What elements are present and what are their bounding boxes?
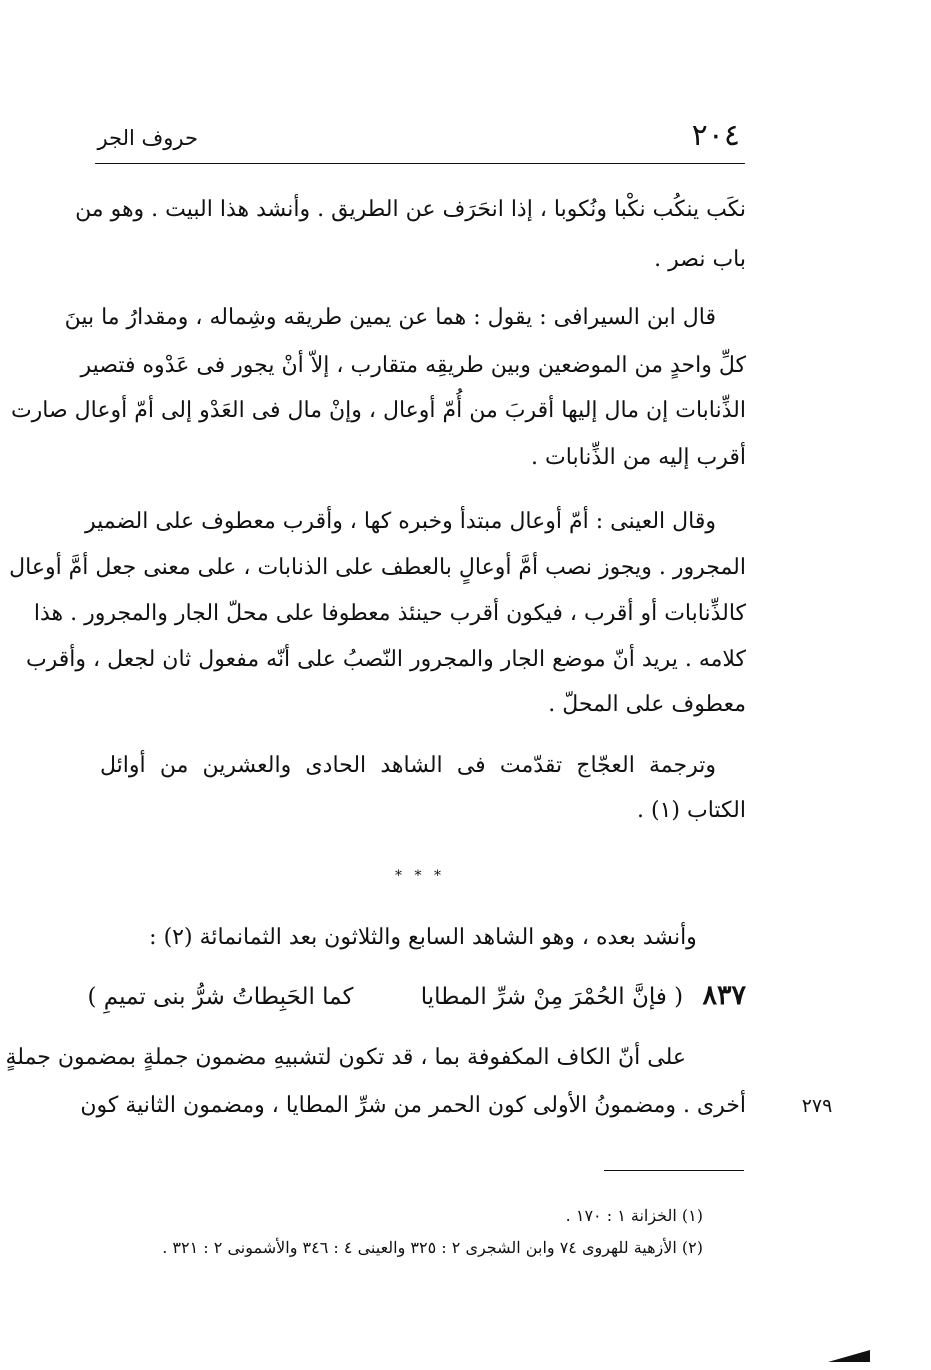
- scan-mark: [828, 1350, 870, 1362]
- body-line: أخرى . ومضمونُ الأولى كون الحمر من شرِّ المطايا ، ومضمون الثانية كون: [80, 1093, 746, 1118]
- footnote-rule: [604, 1170, 744, 1171]
- verse-intro: وأنشد بعده ، وهو الشاهد السابع والثلاثون بعد الثمانمائة (٢) :: [149, 925, 697, 950]
- body-line: الكتاب (١) .: [637, 798, 746, 823]
- body-line: نكَب ينكُب نكْبا ونُكوبا ، إذا انحَرَف عن الطريق . وأنشد هذا البيت . وهو من: [75, 197, 746, 222]
- body-line: كلِّ واحدٍ من الموضعين وبين طريقِه متقارب ، إلاّ أنْ يجور فى عَدْوه فتصير: [80, 353, 746, 378]
- body-line: أقرب إليه من الذِّنابات .: [531, 445, 746, 470]
- body-line: المجرور . ويجوز نصب أمَّ أوعالٍ بالعطف على الذنابات ، على معنى جعل أمَّ أوعال: [9, 555, 746, 580]
- body-line: كلامه . يريد أنّ موضع الجار والمجرور النّصبُ على أنّه مفعول ثان لجعل ، وأقرب: [25, 647, 746, 672]
- body-line: وترجمة العجّاج تقدّمت فى الشاهد الحادى والعشرين من أوائل: [100, 753, 716, 778]
- footnote: (٢) الأزهية للهروى ٧٤ وابن الشجرى ٢ : ٣٢٥ والعينى ٤ : ٣٤٦ والأشمونى ٢ : ٣٢١ .: [162, 1238, 703, 1257]
- verse-number: ٨٣٧: [702, 980, 746, 1011]
- running-title: حروف الجر: [97, 126, 198, 150]
- section-separator: * * *: [395, 868, 445, 884]
- body-line: كالذِّنابات أو أقرب ، فيكون أقرب حينئذ معطوفا على محلّ الجار والمجرور . هذا: [33, 601, 746, 626]
- verse-hemistich-1: ( فإنَّ الحُمْرَ مِنْ شرِّ المطايا: [420, 984, 684, 1010]
- page-number: ٢٠٤: [691, 118, 740, 153]
- body-line: الذِّنابات إن مال إليها أقربَ من أُمّ أوعال ، وإنْ مال فى العَدْو إلى أمّ أوعال صارت: [10, 398, 746, 423]
- body-line: قال ابن السيرافى : يقول : هما عن يمين طريقه وشِماله ، ومقدارُ ما بينَ: [64, 305, 716, 330]
- footnote: (١) الخزانة ١ : ١٧٠ .: [565, 1206, 703, 1225]
- body-line: وقال العينى : أمّ أوعال مبتدأ وخبره كها ، وأقرب معطوف على الضمير: [84, 509, 716, 534]
- body-line: على أنّ الكاف المكفوفة بما ، قد تكون لتشبيهِ مضمون جملةٍ بمضمون جملةٍ: [5, 1045, 686, 1070]
- margin-number: ٢٧٩: [801, 1095, 833, 1117]
- body-line: باب نصر .: [654, 247, 746, 272]
- body-line: معطوف على المحلّ .: [548, 692, 746, 717]
- verse: [87, 980, 746, 1011]
- header-rule: [95, 163, 745, 164]
- verse-hemistich-2: كما الحَبِطاتُ شرُّ بنى تميمِ ): [87, 984, 354, 1010]
